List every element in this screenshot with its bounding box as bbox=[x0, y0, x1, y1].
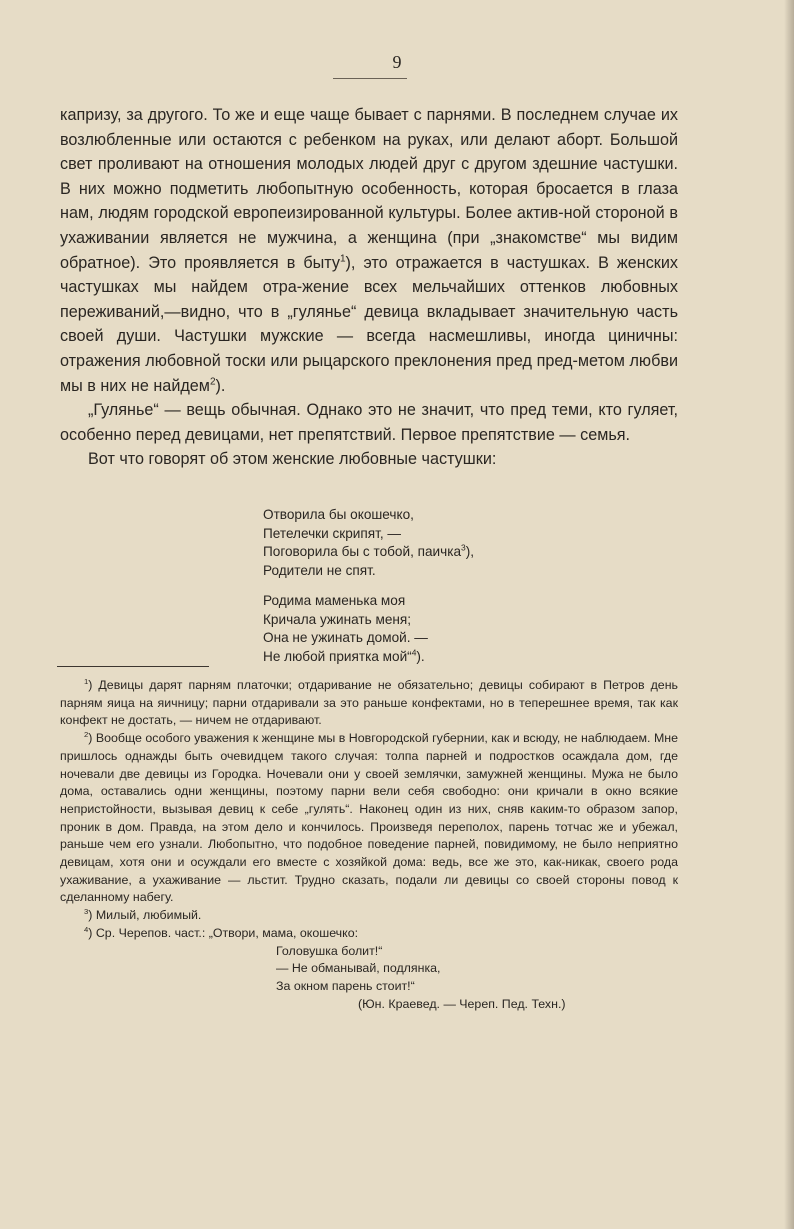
verse-2-line-4-end: ). bbox=[416, 648, 425, 664]
page-number: 9 bbox=[392, 52, 402, 72]
footnotes bbox=[60, 677, 678, 1013]
verse-1 bbox=[263, 506, 474, 580]
paragraph-1-end: ). bbox=[215, 376, 226, 395]
paragraph-3: Вот что говорят об этом женские любовные частушки: bbox=[88, 450, 497, 469]
footnote-separator bbox=[57, 666, 209, 667]
footnote-3-mark: 3 bbox=[84, 907, 89, 917]
footnote-4 bbox=[60, 925, 678, 943]
footnote-4-quote bbox=[276, 943, 678, 1014]
footnote-3 bbox=[60, 907, 678, 925]
footnote-2 bbox=[60, 730, 678, 907]
verse-2-line-3: Она не ужинать домой. — bbox=[263, 630, 428, 646]
verse-2 bbox=[263, 592, 428, 666]
footnote-4-quote-line-4: За окном парень стоит!“ bbox=[276, 978, 415, 993]
verse-1-line-3-end: ), bbox=[465, 544, 475, 560]
main-text bbox=[60, 103, 678, 472]
footnote-ref-4: 4 bbox=[411, 647, 417, 658]
footnote-4-mark: 4 bbox=[84, 924, 89, 934]
footnote-3-text: ) Милый, любимый. bbox=[88, 908, 202, 923]
verse-1-line-3 bbox=[263, 543, 474, 562]
footnote-4-source: (Юн. Краевед. — Череп. Пед. Техн.) bbox=[358, 996, 566, 1011]
footnote-2-text: ) Вообще особого уважения к женщине мы в Новгородской губернии, как и всюду, не наблюдаем. Мне пришлось однажды быть очевидцем такого случая: толпа парней и подростков осаждала дом, где ночевали две девицы из Городка. Ночевали они у своей землячки, замужней женщины. Мужа не было дома, оставались одни женщины, поэтому парни вели себя свободно: они кричали в окно всякие непристойности, вызывая девиц к себе „гулять“. Наконец один из них, сняв каким-то образом запор, проник в дом. Правда, на этом дело и кончилось. Произведя переполох, парень тотчас же и убежал, раньше чем его узнали. Любопытно, что подобное поведение парней, повидимому, не было неприятно девицам, хотя они и осуждали его вместе с хозяйкой дома: ведь, все же это, как-никак, своего рода ухаживание, а ухаживание — льстит. Трудно сказать, подали ли девицы со своей стороны повод к сделанному набегу. bbox=[60, 731, 678, 905]
footnote-ref-2: 2 bbox=[209, 376, 216, 388]
footnote-4-quote-line-2: Головушка болит!“ bbox=[276, 943, 383, 958]
footnote-ref-1: 1 bbox=[339, 253, 346, 265]
verse-2-line-4-text: Не любой приятка мой“ bbox=[263, 648, 412, 664]
paragraph-1-text: капризу, за другого. То же и еще чаще бывает с парнями. В последнем случае их возлюбленные или остаются с ребенком на руках, или делают аборт. Большой свет проливают на отношения молодых людей друг с другом здешние частушки. В них можно подметить любопытную особенность, которая бросается в глаза нам, людям городской европеизированной культуры. Более актив-ной стороной в ухаживании является не мужчина, а женщина (при „знакомстве“ мы видим обратное). Это проявляется в быту bbox=[60, 106, 678, 272]
verse-2-line-2: Кричала ужинать меня; bbox=[263, 611, 412, 627]
footnote-1-mark: 1 bbox=[84, 676, 89, 686]
paragraph-1-cont: ), это отражается в частушках. В женских частушках мы найдем отра-жение всех мельчайших оттенков любовных переживаний,—видно, что в „гулянье“ девица вкладывает значительную часть своей души. Частушки мужские — всегда насмешливы, иногда циничны: отражения любовной тоски или рыцарского преклонения пред пред-метом любви мы в них не найдем bbox=[60, 253, 679, 395]
verse-1-line-3-text: Поговорила бы с тобой, паичка bbox=[263, 544, 462, 560]
footnote-4-text: ) Ср. Черепов. част.: „Отвори, мама, окошечко: bbox=[88, 925, 359, 940]
verse-1-line-4: Родители не спят. bbox=[263, 562, 376, 578]
paragraph-2: „Гулянье“ — вещь обычная. Однако это не значит, что пред теми, кто гуляет, особенно перед девицами, нет препятствий. Первое препятствие — семья. bbox=[60, 401, 678, 444]
verse-2-line-1: Родима маменька моя bbox=[263, 593, 406, 608]
verse-1-line-2: Петелечки скрипят, — bbox=[263, 525, 401, 541]
footnote-2-mark: 2 bbox=[84, 729, 89, 739]
footnote-4-quote-line-3: — Не обманывай, подлянка, bbox=[276, 961, 441, 976]
footnote-1-text: ) Девицы дарят парням платочки; отдаривание не обязательно; девицы собирают в Петров день парням яица на яичницу; парни отдаривали за это раньше конфектами, но в теперешнее время, так как конфект не достать, — ничем не отдаривают. bbox=[60, 678, 678, 728]
footnote-ref-3: 3 bbox=[461, 542, 466, 553]
page-edge-shadow bbox=[784, 0, 794, 1229]
verse-2-line-4 bbox=[263, 648, 428, 667]
paragraph-1 bbox=[60, 103, 678, 398]
page-number-rule bbox=[333, 78, 407, 79]
verse-1-line-1: Отворила бы окошечко, bbox=[263, 507, 414, 522]
footnote-1 bbox=[60, 677, 678, 730]
